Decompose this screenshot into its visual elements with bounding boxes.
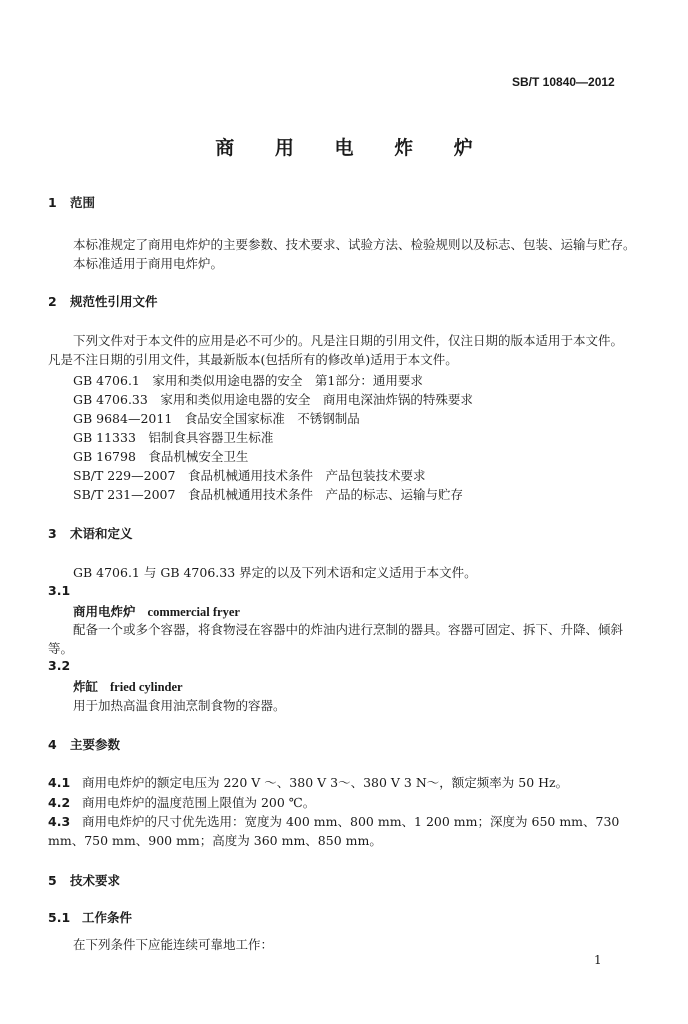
term-entry [73, 602, 240, 620]
clause-number: 4.1 [48, 775, 71, 790]
section-number: 1 [48, 195, 57, 210]
term-english: fried cylinder [110, 680, 183, 694]
document-title: 商 用 电 炸 炉 [215, 137, 490, 159]
section-title: 主要参数 [70, 737, 121, 752]
term-definition: 用于加热高温食用油烹制食物的容器。 [73, 698, 286, 713]
page-number: 1 [594, 953, 602, 967]
clause-number: 3.1 [48, 583, 71, 598]
clause-number: 3.2 [48, 658, 71, 673]
term-chinese: 商用电炸炉 [73, 604, 136, 619]
reference-item: GB 9684—2011 食品安全国家标准 不锈钢制品 [73, 411, 360, 426]
paragraph: 本标准规定了商用电炸炉的主要参数、技术要求、试验方法、检验规则以及标志、包装、运输与贮存。 [73, 237, 636, 252]
term-chinese: 炸缸 [73, 679, 99, 694]
reference-item: SB/T 229—2007 食品机械通用技术条件 产品包装技术要求 [73, 468, 426, 483]
section-title: 技术要求 [70, 873, 121, 888]
paragraph: 下列文件对于本文件的应用是必不可少的。凡是注日期的引用文件，仅注日期的版本适用于本文件。凡是不注日期的引用文件，其最新版本(包括所有的修改单)适用于本文件。 [48, 333, 624, 367]
clause-number: 4.3 [48, 814, 71, 829]
reference-item: GB 16798 食品机械安全卫生 [73, 449, 249, 464]
section-number: 5 [48, 873, 57, 888]
reference-item: GB 4706.33 家用和类似用途电器的安全 商用电深油炸锅的特殊要求 [73, 392, 473, 407]
section-title: 规范性引用文件 [70, 294, 158, 309]
subsection-5-1-heading [48, 908, 132, 926]
clause [48, 812, 630, 850]
section-3-heading [48, 524, 133, 542]
section-number: 4 [48, 737, 57, 752]
section-1-heading [48, 193, 95, 211]
reference-item: GB 4706.1 家用和类似用途电器的安全 第1部分：通用要求 [73, 373, 423, 388]
clause-text: 商用电炸炉的尺寸优先选用：宽度为 400 mm、800 mm、1 200 mm；深度为 650 mm、730 mm、750 mm、900 mm；高度为 360 mm、850 mm。 [48, 814, 620, 848]
paragraph: 在下列条件下应能连续可靠地工作： [73, 937, 274, 952]
section-4-heading [48, 735, 120, 753]
section-title: 术语和定义 [70, 526, 133, 541]
clause [48, 793, 315, 811]
standard-number: SB/T 10840—2012 [512, 75, 615, 89]
clause-number: 5.1 [48, 910, 71, 925]
term-entry [73, 677, 183, 695]
clause-text: 商用电炸炉的额定电压为 220 V ～、380 V 3～、380 V 3 N～，额定频率为 50 Hz。 [82, 775, 569, 790]
section-number: 2 [48, 294, 57, 309]
paragraph: GB 4706.1 与 GB 4706.33 界定的以及下列术语和定义适用于本文件。 [73, 565, 477, 580]
section-number: 3 [48, 526, 57, 541]
reference-item: GB 11333 铝制食具容器卫生标准 [73, 430, 274, 445]
section-5-heading [48, 871, 120, 889]
clause-text: 商用电炸炉的温度范围上限值为 200 ℃。 [82, 795, 316, 810]
paragraph: 本标准适用于商用电炸炉。 [73, 256, 224, 271]
section-title: 范围 [70, 195, 96, 210]
reference-item: SB/T 231—2007 食品机械通用技术条件 产品的标志、运输与贮存 [73, 487, 463, 502]
term-english: commercial fryer [147, 605, 240, 619]
term-definition: 配备一个或多个容器，将食物浸在容器中的炸油内进行烹制的器具。容器可固定、拆下、升降、倾斜等。 [48, 622, 624, 656]
clause [48, 773, 568, 791]
subsection-title: 工作条件 [82, 910, 133, 925]
clause-number: 4.2 [48, 795, 71, 810]
section-2-heading [48, 292, 158, 310]
